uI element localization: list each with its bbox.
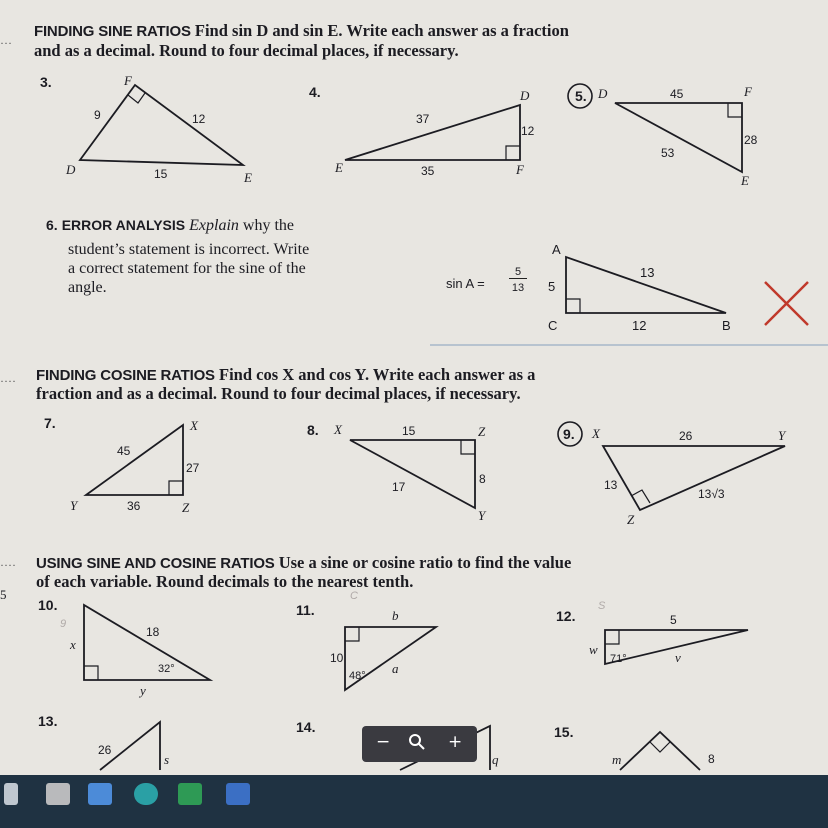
vertex-label: F — [516, 162, 524, 177]
variable-label: x — [70, 637, 76, 652]
variable-label: w — [589, 642, 598, 657]
side-label: 36 — [127, 499, 141, 513]
student-equation-lhs: sin A = — [446, 276, 485, 291]
pencil-mark: C — [350, 590, 358, 602]
vertex-label: Y — [478, 508, 486, 523]
side-label: 5 — [670, 613, 677, 627]
side-label: 12 — [632, 318, 647, 333]
side-label: 12 — [521, 124, 535, 138]
vertex-label: Z — [478, 424, 486, 439]
vertex-label: F — [124, 73, 132, 88]
margin-dots: ··· — [0, 36, 12, 50]
margin-number: 5 — [0, 587, 7, 602]
side-label: 53 — [661, 146, 675, 160]
zoom-out-button[interactable]: − — [376, 732, 391, 752]
angle-label: 32° — [158, 663, 175, 675]
problem-number: 7. — [44, 415, 56, 431]
problem-number: 11. — [296, 602, 315, 618]
side-label: 8 — [708, 752, 715, 766]
vertex-label: X — [334, 422, 342, 437]
margin-dots: ···· — [0, 558, 16, 572]
side-label: 45 — [117, 444, 131, 458]
triangle-8 — [350, 440, 475, 508]
side-label: 13√3 — [698, 487, 725, 501]
problem-text: a correct statement for the sine of the — [68, 260, 306, 277]
vertex-label: A — [552, 242, 561, 257]
vertex-label: X — [190, 418, 198, 433]
triangle-5 — [615, 103, 742, 172]
triangle-3 — [80, 85, 243, 165]
vertex-label: E — [335, 160, 343, 175]
side-label: 13 — [604, 478, 618, 492]
equation-denominator: 13 — [511, 282, 525, 294]
side-label: 45 — [670, 87, 684, 101]
problem-number: 3. — [40, 74, 52, 90]
angle-label: 48° — [349, 670, 366, 682]
section-title: USING SINE AND COSINE RATIOS — [36, 555, 275, 572]
magnifier-icon[interactable] — [408, 733, 426, 756]
side-label: 18 — [146, 625, 160, 639]
side-label: 27 — [186, 461, 200, 475]
problem-number: 10. — [38, 597, 58, 613]
variable-label: q — [492, 752, 499, 767]
start-icon[interactable] — [4, 783, 18, 805]
problem-number: 14. — [296, 719, 316, 735]
triangle-9 — [603, 446, 785, 510]
triangle-4 — [345, 105, 520, 160]
vertex-label: F — [744, 84, 752, 99]
sine-cosine-section-instructions-2: of each variable. Round decimals to the nearest tenth. — [36, 572, 414, 591]
zoom-in-button[interactable]: + — [448, 732, 463, 752]
variable-label: v — [675, 650, 681, 665]
mail-icon[interactable] — [88, 783, 112, 805]
sine-section-instructions-2: and as a decimal. Round to four decimal places, if necessary. — [34, 41, 459, 60]
side-label: 17 — [392, 480, 406, 494]
check-icon[interactable] — [178, 783, 202, 805]
side-label: 8 — [479, 472, 486, 486]
problem-text: student’s statement is incorrect. Write — [68, 241, 310, 258]
problem-number: 15. — [554, 724, 574, 740]
problem-number: 6. — [46, 217, 58, 233]
explain-word: Explain — [189, 217, 239, 234]
problem-number-circled: 5. — [575, 88, 587, 104]
variable-label: y — [140, 683, 146, 698]
vertex-label: Z — [627, 512, 635, 527]
section-instructions: Use a sine or cosine ratio to find the value — [278, 553, 572, 572]
side-label: 13 — [640, 265, 655, 280]
vertex-label: D — [598, 86, 608, 101]
section-title: FINDING COSINE RATIOS — [36, 367, 215, 384]
side-label: 9 — [94, 108, 101, 122]
side-label: 15 — [154, 167, 168, 181]
side-label: 26 — [679, 429, 693, 443]
triangle-10 — [84, 605, 210, 680]
side-label: 35 — [421, 164, 435, 178]
problem-text: angle. — [68, 279, 107, 296]
problem-title: ERROR ANALYSIS — [61, 217, 186, 233]
store-icon[interactable] — [46, 783, 70, 805]
variable-label: b — [392, 608, 399, 623]
vertex-label: B — [722, 318, 731, 333]
side-label: 37 — [416, 112, 430, 126]
photos-icon[interactable] — [226, 783, 250, 805]
taskbar — [0, 775, 828, 828]
section-title: FINDING SINE RATIOS — [34, 23, 191, 40]
vertex-label: D — [66, 162, 76, 177]
side-label: 12 — [192, 112, 206, 126]
triangle-15 — [620, 732, 700, 770]
equation-numerator: 5 — [509, 266, 527, 279]
pencil-mark: S — [598, 600, 606, 612]
side-label: 26 — [98, 743, 112, 757]
variable-label: m — [612, 752, 622, 767]
zoom-toolbar — [362, 726, 477, 762]
side-label: 5 — [548, 279, 556, 294]
problem-text: why the — [242, 217, 294, 234]
vertex-label: X — [592, 426, 600, 441]
vertex-label: Z — [182, 500, 190, 515]
vertex-label: C — [548, 318, 558, 333]
margin-dots: ···· — [0, 374, 16, 388]
edge-icon[interactable] — [134, 783, 158, 805]
vertex-label: E — [244, 170, 252, 185]
cosine-section-instructions-2: fraction and as a decimal. Round to four decimal places, if necessary. — [36, 384, 521, 403]
problem-number-circled: 9. — [563, 426, 575, 442]
section-instructions: Find sin D and sin E. Write each answer as a fraction — [194, 21, 569, 40]
variable-label: a — [392, 661, 399, 676]
pencil-mark: 9 — [60, 618, 67, 630]
problem-number: 8. — [307, 422, 319, 438]
angle-label: 71° — [610, 653, 627, 665]
vertex-label: Y — [70, 498, 78, 513]
problem-number: 12. — [556, 608, 576, 624]
problem-number: 4. — [309, 84, 321, 100]
side-label: 28 — [744, 133, 758, 147]
side-label: 10 — [330, 651, 344, 665]
vertex-label: D — [520, 88, 530, 103]
side-label: 15 — [402, 424, 416, 438]
problem-number: 13. — [38, 713, 58, 729]
vertex-label: E — [741, 173, 749, 188]
section-instructions: Find cos X and cos Y. Write each answer as a — [219, 365, 536, 384]
vertex-label: Y — [778, 428, 786, 443]
variable-label: s — [164, 752, 170, 767]
